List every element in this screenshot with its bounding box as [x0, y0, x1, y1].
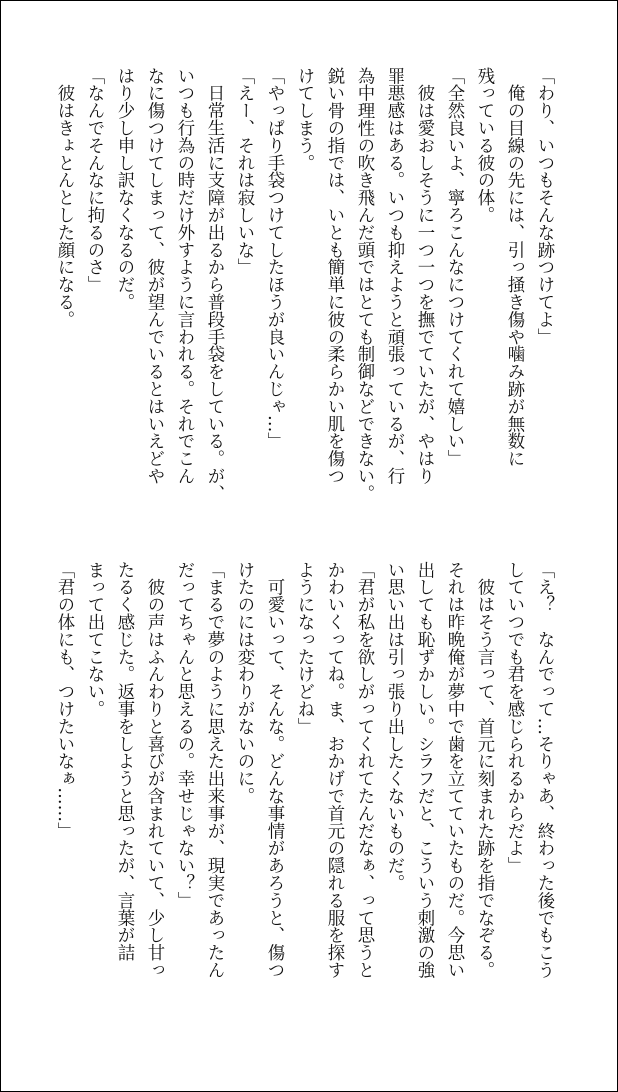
upper-text-block: [49, 67, 559, 537]
text-line: まって出てこない。: [84, 561, 104, 718]
text-line: 「わり、いつもそんな跡つけてよ」: [534, 67, 554, 346]
text-line: だってちゃんと思えるの。幸せじゃない？」: [174, 561, 194, 909]
text-line: 為中理性の吹き飛んだ頭ではとても制御などできない。: [354, 67, 374, 502]
text-line: かわいくってね。ま、おかげで首元の隠れる服を探す: [324, 561, 344, 979]
text-line: けてしまう。: [294, 67, 314, 172]
text-line: い思い出は引っ張り出したくないものだ。: [384, 561, 404, 892]
text-line: 彼はきょとんとした顔になる。: [54, 67, 74, 328]
text-line: 「君の体にも、つけたいなぁ……」: [54, 561, 74, 840]
text-line: けたのには変わりがないのに。: [234, 561, 254, 805]
text-line: 「全然良いよ、寧ろこんなにつけてくれて嬉しい」: [444, 67, 464, 468]
lower-text-block: [49, 561, 559, 1031]
text-line: 彼はそう言って、首元に刻まれた跡を指でなぞる。: [474, 561, 494, 979]
text-line: 「やっぱり手袋つけてしたほうが良いんじゃ…」: [264, 67, 284, 450]
text-line: なに傷つけてしまって、彼が望んでいるとはいえどや: [144, 67, 164, 485]
text-line: 出しても恥ずかしい。シラフだと、こういう刺激の強: [414, 561, 434, 979]
text-line: たるく感じた。返事をしようと思ったが、言葉が詰: [114, 561, 134, 962]
text-line: 罪悪感はある。いつも抑えようと頑張っているが、行: [384, 67, 404, 485]
text-line: 「まるで夢のように思えた出来事が、現実であったん: [204, 561, 224, 979]
text-line: 鋭い骨の指では、いとも簡単に彼の柔らかい肌を傷つ: [324, 67, 344, 485]
text-line: 「えー、それは寂しいな」: [234, 67, 254, 276]
text-line: 彼の声はふんわりと喜びが含まれていて、少し甘っ: [144, 561, 164, 979]
text-line: 「なんでそんなに拘るのさ」: [84, 67, 104, 294]
text-line: 「え？ なんでって…そりゃあ、終わった後でもこう: [534, 561, 554, 979]
text-line: 日常生活に支障が出るから普段手袋をしている。が、: [204, 67, 224, 502]
text-line: それは昨晩俺が夢中で歯を立てていたものだ。今思い: [444, 561, 464, 979]
text-line: ようになったけどね」: [294, 561, 314, 735]
text-line: いつも行為の時だけ外すように言われる。それでこん: [174, 67, 194, 485]
text-line: 可愛いって、そんな。どんな事情があろうと、傷つ: [264, 561, 284, 979]
text-line: 彼は愛おしそうに一つ一つを撫でていたが、やはり: [414, 67, 434, 485]
text-line: していつでも君を感じられるからだよ」: [504, 561, 524, 875]
text-line: はり少し申し訳なくなるのだ。: [114, 67, 134, 311]
text-line: 「君が私を欲しがってくれてたんだなぁ、って思うと: [354, 561, 374, 979]
text-line: 残っている彼の体。: [474, 67, 494, 224]
text-line: 俺の目線の先には、引っ掻き傷や噛み跡が無数に: [504, 67, 524, 468]
